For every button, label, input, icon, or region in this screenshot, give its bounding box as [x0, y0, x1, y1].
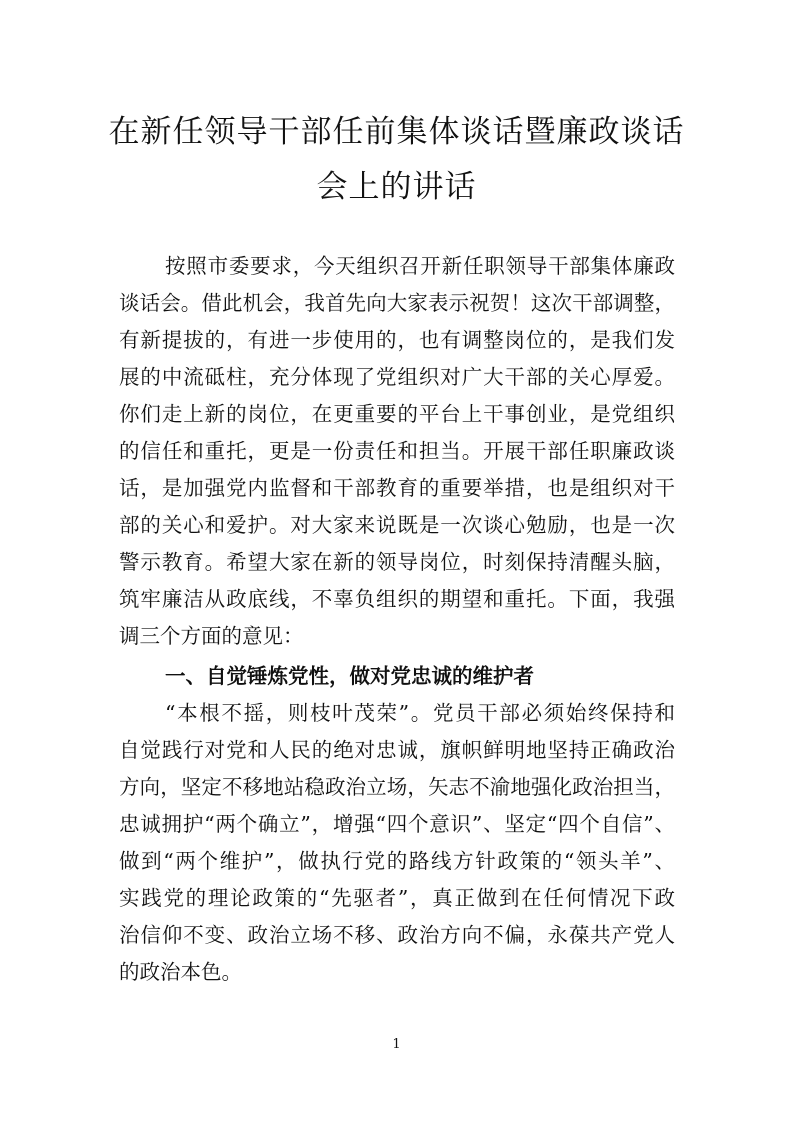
text-line: 治信仰不变、政治立场不移、政治方向不偏，永葆共产党人 [119, 923, 675, 947]
text-line: 方向，坚定不移地站稳政治立场，矢志不渝地强化政治担当， [119, 775, 675, 799]
text-line: 忠诚拥护“两个确立”，增强“四个意识”、坚定“四个自信”、 [119, 812, 675, 836]
text-line: 做到“两个维护”，做执行党的路线方针政策的“领头羊”、 [119, 849, 675, 873]
text-line: 展的中流砥柱，充分体现了党组织对广大干部的关心厚爱。 [119, 365, 675, 389]
document-title-line-1: 在新任领导干部任前集体谈话暨廉政谈话 [108, 114, 685, 150]
text-line: 调三个方面的意见： [119, 624, 304, 648]
text-line: 部的关心和爱护。对大家来说既是一次谈心勉励，也是一次 [119, 513, 675, 537]
page-number: 1 [392, 1037, 401, 1052]
text-line: 筑牢廉洁从政底线，不辜负组织的期望和重托。下面，我强 [119, 587, 675, 611]
text-line: 自觉践行对党和人民的绝对忠诚，旗帜鲜明地坚持正确政治 [119, 738, 675, 762]
text-line: 按照市委要求，今天组织召开新任职领导干部集体廉政 [165, 254, 675, 278]
text-line: 实践党的理论政策的“先驱者”，真正做到在任何情况下政 [119, 886, 675, 910]
text-line: 的政治本色。 [119, 960, 242, 984]
text-line: 警示教育。希望大家在新的领导岗位，时刻保持清醒头脑， [119, 550, 675, 574]
text-line: 有新提拔的，有进一步使用的，也有调整岗位的，是我们发 [119, 328, 675, 352]
text-line: 你们走上新的岗位，在更重要的平台上干事创业，是党组织 [119, 402, 675, 426]
section-heading: 一、自觉锤炼党性，做对党忠诚的维护者 [165, 664, 534, 688]
text-line: 谈话会。借此机会，我首先向大家表示祝贺！这次干部调整， [119, 291, 675, 315]
document-title-line-2: 会上的讲话 [316, 169, 477, 205]
text-line: “本根不摇，则枝叶茂荣”。党员干部必须始终保持和 [165, 701, 675, 725]
text-line: 的信任和重托，更是一份责任和担当。开展干部任职廉政谈 [119, 439, 675, 463]
text-line: 话，是加强党内监督和干部教育的重要举措，也是组织对干 [119, 476, 675, 500]
